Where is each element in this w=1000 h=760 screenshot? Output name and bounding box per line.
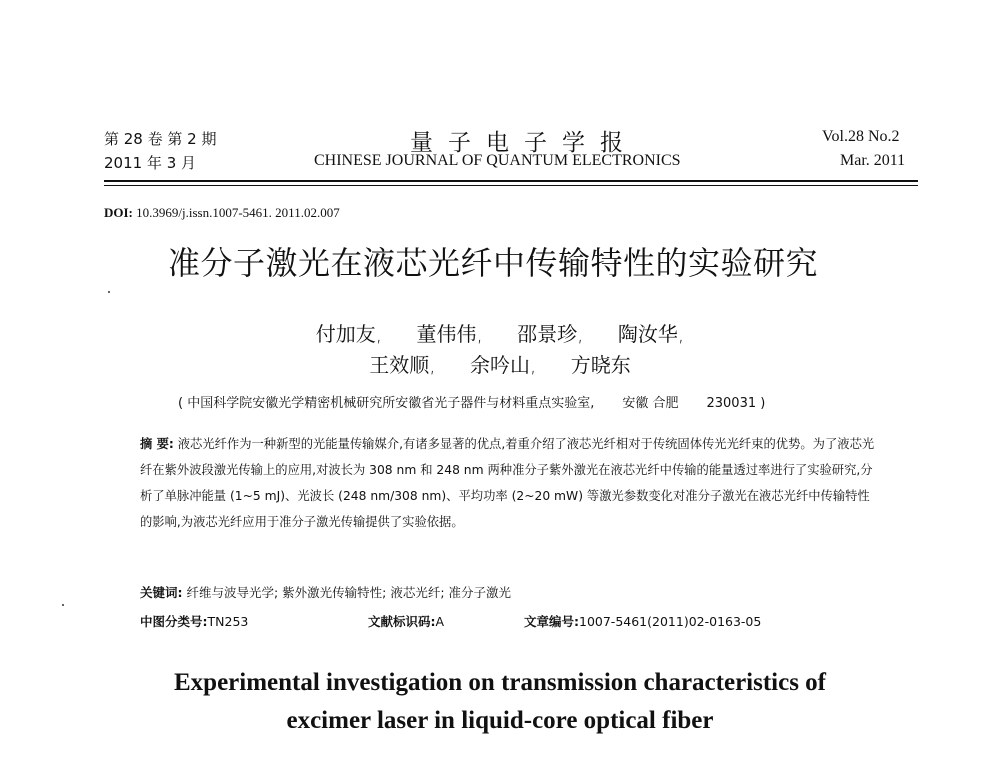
article-number-value: 1007-5461(2011)02-0163-05 bbox=[579, 614, 762, 629]
scan-speck bbox=[108, 291, 110, 293]
clc-value: TN253 bbox=[207, 614, 249, 629]
article-number-label: 文章编号: bbox=[524, 614, 579, 629]
abstract-label: 摘 要: bbox=[140, 437, 174, 451]
paper-title-cn: 准分子激光在液芯光纤中传输特性的实验研究 bbox=[168, 244, 819, 282]
journal-title-cn: 量子电子学报 bbox=[410, 130, 638, 156]
doi-label: DOI: bbox=[104, 205, 133, 220]
author: 陶汝华, bbox=[617, 322, 685, 346]
article-number bbox=[524, 612, 761, 630]
date-en: Mar. 2011 bbox=[840, 152, 906, 169]
paper-title-en-line-2: excimer laser in liquid-core optical fiber bbox=[286, 707, 714, 734]
abstract-text: 液芯光纤作为一种新型的光能量传输媒介,有诸多显著的优点,着重介绍了液芯光纤相对于传统固体传光光纤束的优势。为了液芯光纤在紫外波段激光传输上的应用,对波长为 308 nm 和 248 nm 两种准分子紫外激光在液芯光纤中传输的能量透过率进行了实验研究,分析了单脉冲能量 (1~5 mJ)、光波长 (248 nm/308 nm)、平均功率 (2~20 mW) 等激光参数变化对准分子激光在液芯光纤中传输特性的影响,为液芯光纤应用于准分子激光传输提供了实验依据。 bbox=[140, 437, 875, 529]
clc-label: 中图分类号: bbox=[140, 614, 208, 629]
document-code bbox=[368, 612, 444, 630]
volume-issue-cn: 第 28 卷 第 2 期 bbox=[104, 130, 217, 148]
author: 余吟山, bbox=[470, 353, 537, 377]
header-rule-thick bbox=[104, 180, 918, 182]
keywords-text: 纤维与波导光学; 紫外激光传输特性; 液芯光纤; 准分子激光 bbox=[186, 585, 512, 600]
affiliation-city: 安徽 合肥 bbox=[622, 396, 679, 411]
scan-speck bbox=[62, 604, 64, 606]
affiliation bbox=[178, 392, 765, 411]
affiliation-institution: ( 中国科学院安徽光学精密机械研究所安徽省光子器件与材料重点实验室, bbox=[178, 396, 595, 411]
affiliation-postcode: 230031 ) bbox=[706, 396, 766, 411]
document-code-value: A bbox=[435, 614, 445, 629]
author: 邵景珍, bbox=[517, 322, 584, 346]
document-code-label: 文献标识码: bbox=[368, 614, 436, 629]
keywords-label: 关键词: bbox=[140, 585, 183, 600]
doi-value: 10.3969/j.issn.1007-5461. 2011.02.007 bbox=[136, 205, 340, 220]
abstract bbox=[140, 431, 880, 535]
date-cn: 2011 年 3 月 bbox=[104, 154, 197, 172]
paper-title-en-line-1: Experimental investigation on transmission characteristics of bbox=[173, 669, 827, 696]
doi bbox=[104, 205, 340, 221]
author: 王效顺, bbox=[369, 353, 436, 377]
author: 付加友, bbox=[315, 322, 383, 346]
author: 董伟伟, bbox=[416, 322, 483, 346]
journal-title-en: CHINESE JOURNAL OF QUANTUM ELECTRONICS bbox=[314, 152, 681, 169]
keywords bbox=[140, 583, 511, 601]
authors-line-1 bbox=[0, 318, 1000, 347]
header-rule-thin bbox=[104, 185, 918, 186]
author: 方晓东 bbox=[570, 353, 631, 377]
authors-line-2 bbox=[0, 349, 1000, 378]
volume-issue-en: Vol.28 No.2 bbox=[822, 128, 900, 145]
clc-number bbox=[140, 612, 248, 630]
